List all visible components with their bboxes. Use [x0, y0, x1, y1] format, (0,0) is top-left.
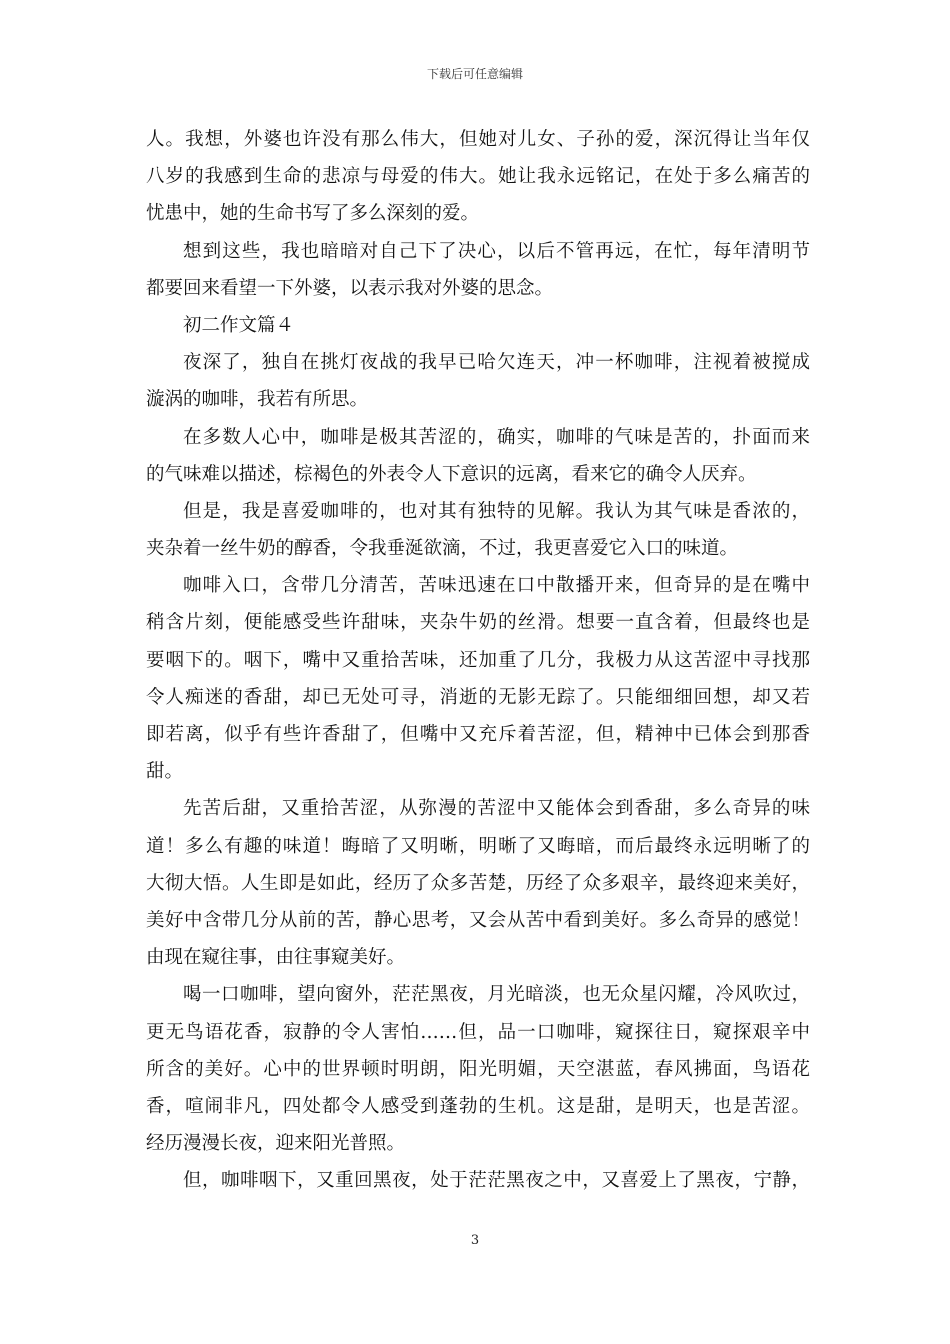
text-line: 经历漫漫长夜，迎来阳光普照。 [146, 1133, 406, 1155]
text-line: 初二作文篇４ [183, 314, 295, 336]
text-line: 美好中含带几分从前的苦，静心思考，又会从苦中看到美好。多么奇异的感觉！ [146, 909, 810, 931]
text-line: 夜深了，独自在挑灯夜战的我早已哈欠连天，冲一杯咖啡，注视着被搅成 [183, 352, 810, 374]
page-number: 3 [470, 1233, 480, 1248]
text-line: 但是，我是喜爱咖啡的，也对其有独特的见解。我认为其气味是香浓的， [183, 500, 810, 522]
text-line: 人。我想，外婆也许没有那么伟大，但她对儿女、子孙的爱，深沉得让当年仅 [146, 129, 810, 150]
text-line: 要咽下的。咽下，嘴中又重拾苦味，还加重了几分，我极力从这苦涩中寻找那 [146, 649, 810, 671]
text-line: 的气味难以描述，棕褐色的外表令人下意识的远离，看来它的确令人厌弃。 [146, 463, 757, 485]
text-line: 喝一口咖啡，望向窗外，茫茫黑夜，月光暗淡，也无众星闪耀，冷风吹过， [183, 984, 810, 1006]
text-line: 即若离，似乎有些许香甜了，但嘴中又充斥着苦涩，但，精神中已体会到那香 [146, 724, 810, 745]
body-text [146, 121, 810, 1199]
text-line: 大彻大悟。人生即是如此，经历了众多苦楚，历经了众多艰辛，最终迎来美好， [146, 872, 810, 894]
text-line: 甜。 [146, 761, 184, 783]
page-header: 下载后可任意编辑 [426, 67, 523, 81]
text-line: 先苦后甜，又重拾苦涩，从弥漫的苦涩中又能体会到香甜，多么奇异的味 [183, 798, 810, 820]
text-line: 香，喧闹非凡，四处都令人感受到蓬勃的生机。这是甜，是明天，也是苦涩。 [146, 1095, 810, 1117]
text-line: 忧患中，她的生命书写了多么深刻的爱。 [146, 203, 480, 225]
text-line: 八岁的我感到生命的悲凉与母爱的伟大。她让我永远铭记，在处于多么痛苦的 [146, 166, 810, 188]
text-line: 咖啡入口，含带几分清苦，苦味迅速在口中散播开来，但奇异的是在嘴中 [183, 575, 810, 597]
text-line: 夹杂着一丝牛奶的醇香，令我垂涎欲滴，不过，我更喜爱它入口的味道。 [146, 538, 739, 560]
text-line: 在多数人心中，咖啡是极其苦涩的，确实，咖啡的气味是苦的，扑面而来 [183, 426, 810, 448]
text-line: 由现在窥往事，由往事窥美好。 [146, 947, 406, 969]
text-line: 但，咖啡咽下，又重回黑夜，处于茫茫黑夜之中，又喜爱上了黑夜，宁静， [183, 1170, 810, 1192]
text-line: 更无鸟语花香，寂静的令人害怕……但，品一口咖啡，窥探往日，窥探艰辛中 [146, 1021, 810, 1043]
text-line: 漩涡的咖啡，我若有所思。 [146, 389, 369, 411]
text-line: 稍含片刻，便能感受些许甜味，夹杂牛奶的丝滑。想要一直含着，但最终也是 [146, 612, 810, 634]
text-line: 想到这些，我也暗暗对自己下了决心，以后不管再远，在忙，每年清明节 [183, 240, 810, 262]
text-line: 所含的美好。心中的世界顿时明朗，阳光明媚，天空湛蓝，春风拂面，鸟语花 [146, 1058, 810, 1080]
text-line: 都要回来看望一下外婆，以表示我对外婆的思念。 [146, 277, 554, 299]
text-line: 令人痴迷的香甜，却已无处可寻，消逝的无影无踪了。只能细细回想，却又若 [146, 686, 810, 708]
text-line: 道！多么有趣的味道！晦暗了又明晰，明晰了又晦暗，而后最终永远明晰了的 [146, 835, 810, 857]
